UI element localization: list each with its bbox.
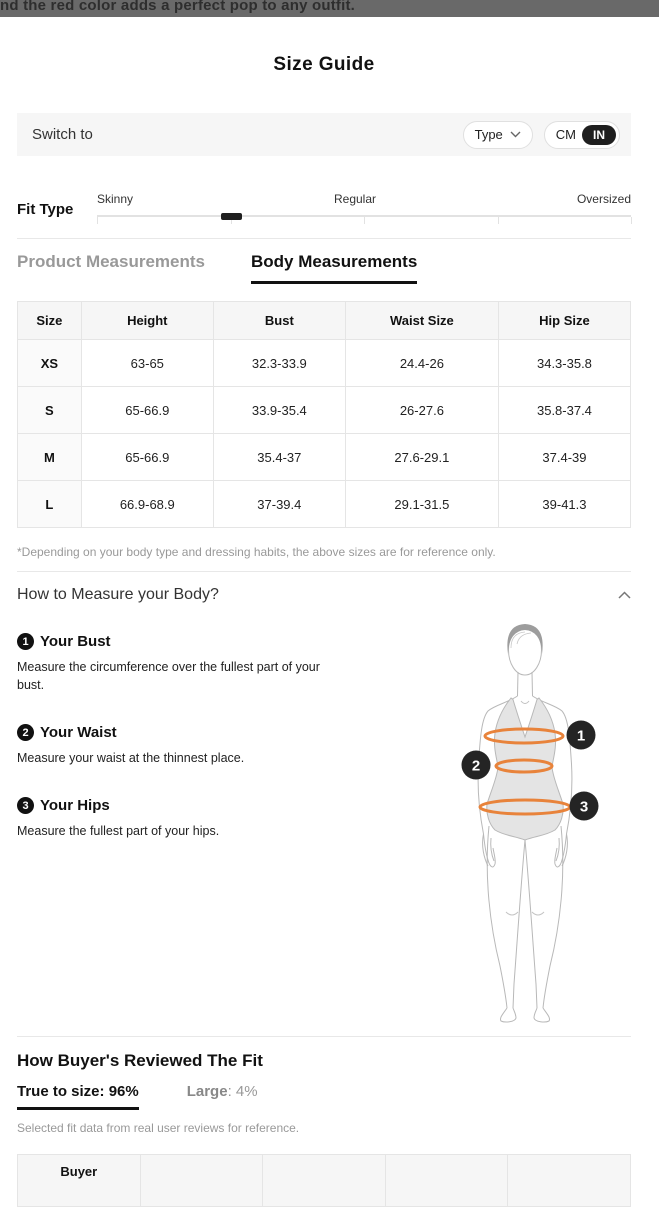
slider-tick xyxy=(364,217,365,224)
col-2 xyxy=(140,1155,263,1207)
step-2-badge: 2 xyxy=(17,724,34,741)
fit-type-row xyxy=(17,192,631,224)
measurement-bands xyxy=(480,729,570,814)
cell-height: 63-65 xyxy=(81,340,213,387)
cell-height: 66.9-68.9 xyxy=(81,481,213,528)
cell-hip: 37.4-39 xyxy=(498,434,630,481)
size-table xyxy=(17,301,631,528)
stat-large[interactable] xyxy=(187,1083,258,1110)
cell-size: L xyxy=(18,481,82,528)
measure-section-header[interactable] xyxy=(17,586,631,604)
slider-tick xyxy=(631,217,632,224)
stat-label: Large xyxy=(186,1083,228,1100)
step-3-badge: 3 xyxy=(17,797,34,814)
cell-bust: 32.3-33.9 xyxy=(213,340,345,387)
stat-true-to-size[interactable] xyxy=(17,1083,139,1110)
fit-slider-track[interactable] xyxy=(97,215,631,224)
fit-option-skinny: Skinny xyxy=(97,192,134,206)
measure-item-desc: Measure your waist at the thinnest place. xyxy=(17,751,245,766)
measure-item-title: Your Waist xyxy=(40,724,117,742)
fit-type-slider[interactable] xyxy=(97,192,631,224)
measure-item-hips xyxy=(17,797,427,840)
divider xyxy=(17,238,631,239)
table-footnote: *Depending on your body type and dressing habits, the above sizes are for reference only. xyxy=(17,545,496,559)
chevron-down-icon xyxy=(510,131,521,138)
slider-tick xyxy=(97,217,98,224)
cell-size: S xyxy=(18,387,82,434)
buyer-review-table xyxy=(17,1154,631,1207)
unit-toggle[interactable] xyxy=(544,121,620,149)
measure-section-body xyxy=(17,604,631,1028)
cell-height: 65-66.9 xyxy=(81,387,213,434)
figure-badge-3-num: 3 xyxy=(579,798,589,816)
col-5 xyxy=(508,1155,631,1207)
cell-bust: 35.4-37 xyxy=(213,434,345,481)
cell-bust: 37-39.4 xyxy=(213,481,345,528)
table-row xyxy=(18,434,631,481)
fit-option-oversized: Oversized xyxy=(576,192,631,206)
cell-hip: 39-41.3 xyxy=(498,481,630,528)
chevron-up-icon[interactable] xyxy=(618,591,631,599)
fit-review-stats xyxy=(17,1083,631,1110)
cell-waist: 27.6-29.1 xyxy=(345,434,498,481)
measure-item-waist xyxy=(17,724,427,767)
stat-value: : 4% xyxy=(227,1083,258,1100)
type-dropdown-label: Type xyxy=(474,127,503,142)
table-row xyxy=(18,481,631,528)
page-title: Size Guide xyxy=(273,54,375,75)
figure-badge-1-num: 1 xyxy=(576,727,586,745)
col-3 xyxy=(263,1155,386,1207)
cell-hip: 35.8-37.4 xyxy=(498,387,630,434)
col-buyer: Buyer xyxy=(18,1155,141,1207)
divider xyxy=(17,571,631,572)
reviews-section-title: How Buyer's Reviewed The Fit xyxy=(17,1051,263,1070)
size-guide-modal xyxy=(0,54,659,1207)
unit-in-option-selected[interactable]: IN xyxy=(582,125,616,145)
measure-item-bust xyxy=(17,633,427,694)
step-1-badge: 1 xyxy=(17,633,34,650)
cell-waist: 29.1-31.5 xyxy=(345,481,498,528)
measure-item-title: Your Bust xyxy=(40,633,111,650)
type-dropdown[interactable] xyxy=(463,121,533,149)
background-page-caption: nd the red color adds a perfect pop to any outfit. xyxy=(0,0,356,14)
measure-item-desc: Measure the fullest part of your hips. xyxy=(17,824,220,839)
fit-type-label: Fit Type xyxy=(17,201,74,218)
measure-item-desc: Measure the circumference over the fullest part of your bust. xyxy=(17,660,320,693)
measure-instructions xyxy=(17,604,427,841)
cell-waist: 26-27.6 xyxy=(345,387,498,434)
cell-size: M xyxy=(18,434,82,481)
fit-option-regular: Regular xyxy=(333,192,377,206)
buyer-table-header-row xyxy=(18,1155,631,1207)
col-bust: Bust xyxy=(213,302,345,340)
cell-bust: 33.9-35.4 xyxy=(213,387,345,434)
dimmed-background-text xyxy=(0,0,659,17)
cell-hip: 34.3-35.8 xyxy=(498,340,630,387)
fit-slider-indicator[interactable] xyxy=(221,213,242,220)
switch-to-label: Switch to xyxy=(32,126,93,143)
stat-label: True to size xyxy=(17,1083,100,1100)
col-4 xyxy=(385,1155,508,1207)
cell-size: XS xyxy=(18,340,82,387)
col-waist: Waist Size xyxy=(345,302,498,340)
col-height: Height xyxy=(81,302,213,340)
table-row xyxy=(18,387,631,434)
slider-tick xyxy=(498,217,499,224)
measure-section-title: How to Measure your Body? xyxy=(17,586,219,603)
measure-item-title: Your Hips xyxy=(40,797,110,815)
measurement-tabs xyxy=(17,252,631,284)
figure-badge-2-num: 2 xyxy=(471,757,481,775)
unit-cm-option[interactable]: CM xyxy=(555,127,576,142)
stat-value: : 96% xyxy=(99,1083,139,1100)
cell-waist: 24.4-26 xyxy=(345,340,498,387)
switch-bar xyxy=(17,113,631,156)
tab-product-measurements[interactable]: Product Measurements xyxy=(17,252,205,271)
reviews-note: Selected fit data from real user reviews for reference. xyxy=(17,1121,300,1135)
divider xyxy=(17,1036,631,1037)
cell-height: 65-66.9 xyxy=(81,434,213,481)
body-measurement-figure xyxy=(453,614,625,1026)
table-row xyxy=(18,340,631,387)
col-hip: Hip Size xyxy=(498,302,630,340)
size-table-header-row xyxy=(18,302,631,340)
col-size: Size xyxy=(18,302,82,340)
tab-body-measurements[interactable]: Body Measurements xyxy=(251,252,417,284)
